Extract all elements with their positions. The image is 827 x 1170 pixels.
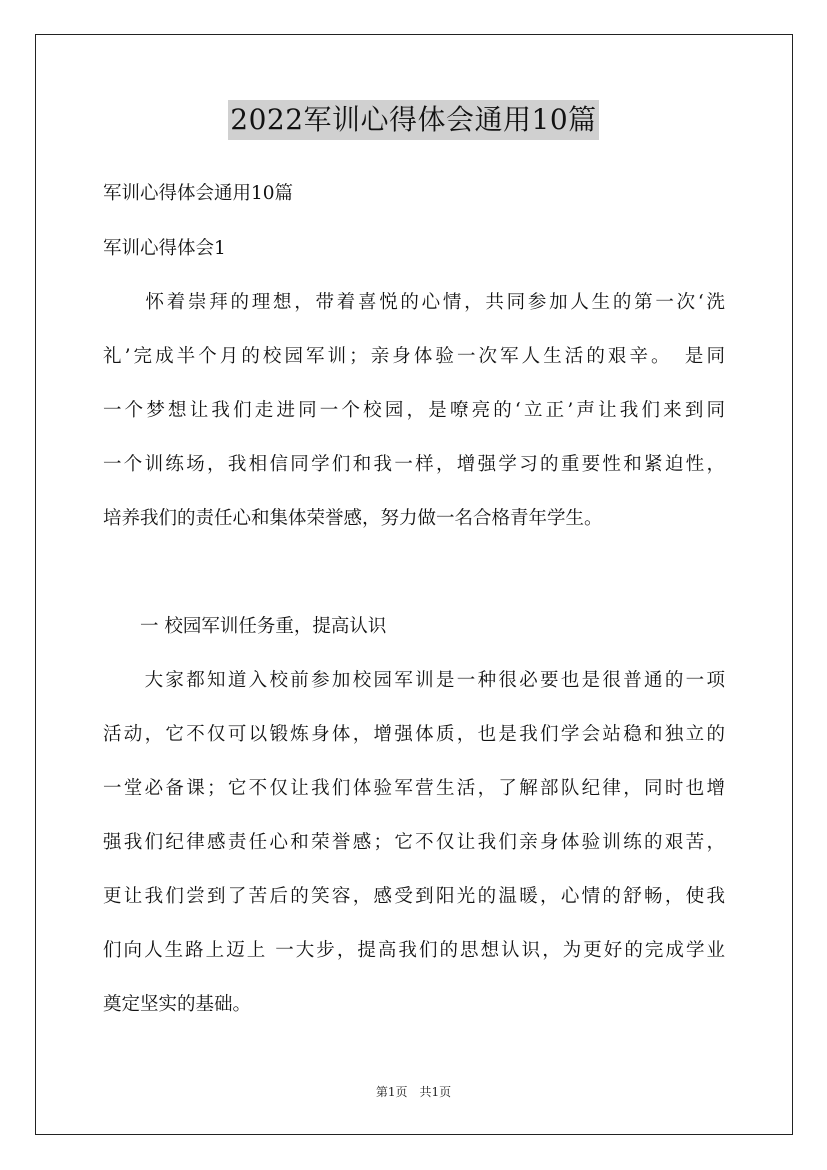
paragraph-line: 一个训练场，我相信同学们和我一样，增强学习的重要性和紧迫性， xyxy=(103,454,725,475)
page-number-footer: 第1页 共1页 xyxy=(375,1085,452,1099)
point-heading: 一 校园军训任务重，提高认识 xyxy=(103,616,387,637)
paragraph-line: 们向人生路上迈上 一大步，提高我们的思想认识，为更好的完成学业 xyxy=(103,940,725,961)
document-title: 2022军训心得体会通用10篇 xyxy=(228,100,598,140)
paragraph-line: 强我们纪律感责任心和荣誉感；它不仅让我们亲身体验训练的艰苦， xyxy=(103,832,725,853)
document-subtitle: 军训心得体会通用10篇 xyxy=(103,183,294,204)
paragraph-line: 培养我们的责任心和集体荣誉感，努力做一名合格青年学生。 xyxy=(103,508,603,529)
paragraph-line: 礼’完成半个月的校园军训；亲身体验一次军人生活的艰辛。 是同 xyxy=(103,346,725,367)
section-heading: 军训心得体会1 xyxy=(103,238,226,259)
paragraph-line: 活动，它不仅可以锻炼身体，增强体质，也是我们学会站稳和独立的 xyxy=(103,724,725,745)
paragraph-line: 奠定坚实的基础。 xyxy=(103,994,252,1015)
paragraph-line: 怀着崇拜的理想，带着喜悦的心情，共同参加人生的第一次‘洗 xyxy=(103,292,725,313)
paragraph-line: 一堂必备课；它不仅让我们体验军营生活，了解部队纪律，同时也增 xyxy=(103,778,725,799)
paragraph-line: 一个梦想让我们走进同一个校园，是嘹亮的‘立正’声让我们来到同 xyxy=(103,400,725,421)
title-container xyxy=(0,100,827,140)
paragraph-line: 大家都知道入校前参加校园军训是一种很必要也是很普通的一项 xyxy=(103,670,725,691)
paragraph-line: 更让我们尝到了苦后的笑容，感受到阳光的温暖，心情的舒畅，使我 xyxy=(103,886,725,907)
